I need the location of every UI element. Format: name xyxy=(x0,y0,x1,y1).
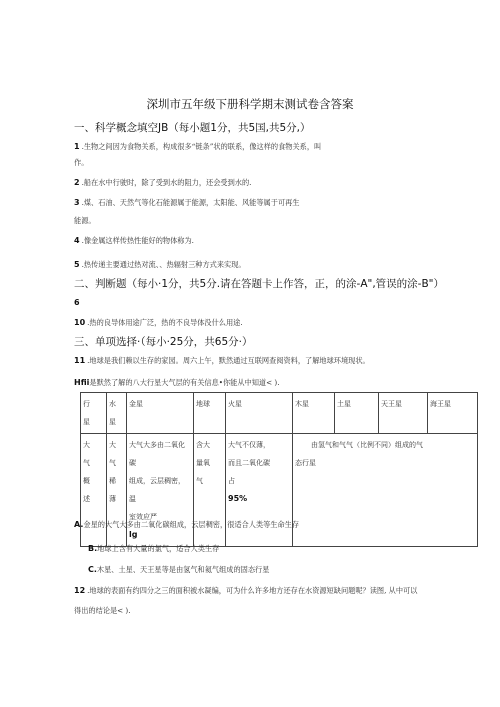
question-12-continued: 得出的结论是< ). xyxy=(74,606,131,615)
question-text: .煤、石油、天然气等化石能源属于能源，太阳能、风能等属于可再生 xyxy=(81,198,300,207)
question-text: .热传递主要通过热对流、、热辐射三种方式来实现。 xyxy=(81,260,246,269)
question-number: 6 xyxy=(74,298,80,307)
option-b xyxy=(88,544,219,554)
table-intro-lead: Hfii xyxy=(74,378,90,387)
question-3-continued: 能源。 xyxy=(74,216,96,225)
question-10 xyxy=(74,318,243,328)
header-neptune: 海王星 xyxy=(428,393,478,434)
row-label-atmosphere: 大 气 概 述 xyxy=(81,434,107,547)
question-number: 12 xyxy=(74,586,86,595)
option-letter: B. xyxy=(88,544,98,553)
question-text: .地球是我们赖以生存的家园。周六上午，默然通过互联网查阅资料，了解地球环境现状。 xyxy=(87,356,370,365)
question-number: 2 xyxy=(74,178,80,187)
header-mars: 火星 xyxy=(226,393,293,434)
table-intro xyxy=(74,378,280,388)
section-3-heading: 三、单项选择·（每小·25分，共65分·） xyxy=(74,336,253,348)
question-2 xyxy=(74,178,251,188)
question-11 xyxy=(74,356,370,366)
table-intro-text: 是默然了解的八大行星大气层的有关信息•你能从中知道< ). xyxy=(89,378,280,387)
question-12 xyxy=(74,586,417,596)
cell-mars-atmosphere: 大气不仅薄， 而且二氧化碳 占 95% xyxy=(226,434,293,547)
option-text: 金星的大气大多由二氧化碳组成，云层稠密，很适合人类等生命生存 xyxy=(83,520,300,529)
question-text: .热的良导体用途广泛，热的不良导体没什么用途. xyxy=(87,318,243,327)
question-number: 11 xyxy=(74,356,86,365)
question-number: 10 xyxy=(74,318,86,327)
question-number: 1 xyxy=(74,142,80,151)
option-text: 木星、土星、天王星等是由氢气和氦气组成的固态行星 xyxy=(96,565,270,574)
option-text: 地球上含有大量的氯气，适合人类生存 xyxy=(97,544,220,553)
question-text: .生物之间因为食物关系，构成很多“链条”状的联系，像这样的食物关系，叫 xyxy=(81,142,322,151)
question-number: 4 xyxy=(74,236,80,245)
question-text: .像金属这样传热性能好的物体称为. xyxy=(81,236,194,245)
question-3 xyxy=(74,198,300,208)
question-text: .地球的表面有约四分之三的面积被水凝编，可为什么许多地方还存在水资源短缺问题呢？读图, 从中可以 xyxy=(87,586,418,595)
question-5 xyxy=(74,260,246,270)
cell-mercury-atmosphere: 大 气 稀 薄 xyxy=(107,434,127,547)
question-6 xyxy=(74,298,80,307)
question-1-continued: 作。 xyxy=(74,158,89,167)
header-uranus: 天王星 xyxy=(379,393,428,434)
table-header-row xyxy=(81,393,478,434)
question-text: .船在水中行驶时，除了受到水的阻力，还会受到水的. xyxy=(81,178,252,187)
option-letter: A. xyxy=(74,520,84,529)
cell-earth-atmosphere: 含大 量氧 气 xyxy=(194,434,226,547)
section-2-heading: 二、判断题（每小·1分，共5分.请在答题卡上作答，正，的涂-A",管误的涂-B"） xyxy=(74,278,444,290)
page-title: 深圳市五年级下册科学期末测试卷含答案 xyxy=(146,97,354,111)
question-1 xyxy=(74,142,321,152)
question-number: 5 xyxy=(74,260,80,269)
header-venus: 金星 xyxy=(127,393,194,434)
option-a xyxy=(74,520,299,530)
option-c xyxy=(88,565,269,575)
header-jupiter: 木星 xyxy=(293,393,335,434)
header-mercury: 水 星 xyxy=(107,393,127,434)
option-letter: C. xyxy=(88,565,97,574)
question-number: 3 xyxy=(74,198,80,207)
header-earth: 地球 xyxy=(194,393,226,434)
header-saturn: 土星 xyxy=(335,393,379,434)
question-4 xyxy=(74,236,194,246)
row-label-planet: 行 星 xyxy=(81,393,107,434)
cell-venus-atmosphere: 大气大多由二氧化碳 组成，云层稠密，温 室效应严 lg xyxy=(127,434,194,547)
cell-gas-giants-atmosphere: 由氢气和气气（比例不同）组成的气 态行星 xyxy=(293,434,478,547)
section-1-heading: 一、科学概念填空JB（每小题1分，共5国,共5分,） xyxy=(74,122,311,134)
